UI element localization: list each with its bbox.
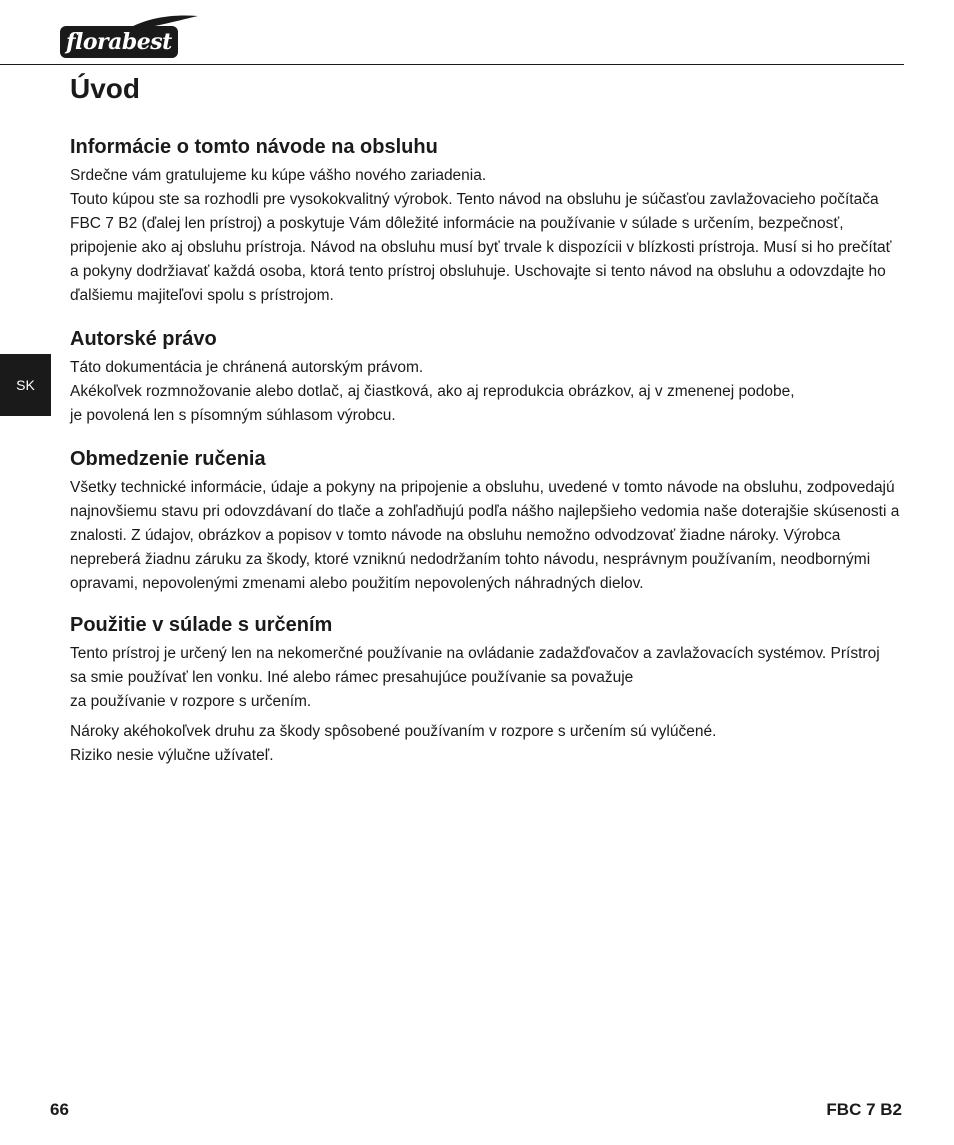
section-heading: Obmedzenie ručenia: [70, 448, 266, 470]
section-heading: Autorské právo: [70, 328, 217, 350]
section-manual-info: [70, 130, 900, 308]
section-paragraph: Tento prístroj je určený len na nekomerčné používanie na ovládanie zadažďovačov a zavlažovacích systémov. Prístroj sa smie používať len vonku. Iné alebo rámec presahujúce používanie sa považuje za používanie v rozpore s určením.: [70, 645, 880, 710]
main-content: [70, 130, 900, 768]
language-tab: [0, 354, 51, 416]
section-paragraph: Všetky technické informácie, údaje a pokyny na pripojenie a obsluhu, uvedené v tomto návode na obsluhu, zodpovedajú najnovšiemu stavu pri odovzdávaní do tlače a zohľadňujú podľa nášho najlepšieho vedomia naše doterajšie skúsenosti a znalosti. Z údajov, obrázkov a popisov v tomto návode na obsluhu nemožno odvodzovať žiadne nároky. Výrobca nepreberá žiadnu záruku za škody, ktoré vzniknú nedodržaním tohto návodu, nesprávnym používaním, neodbornými opravami, nepovolenými zmenami alebo použitím nepovolených náhradných dielov.: [70, 479, 900, 592]
brand-logo: [60, 16, 180, 60]
section-paragraph: Táto dokumentácia je chránená autorským právom. Akékoľvek rozmnožovanie alebo dotlač, aj čiastková, ako aj reprodukcia obrázkov, aj v zmenenej podobe, je povolená len s písomným súhlasom výrobcu.: [70, 359, 795, 424]
language-tab-label: SK: [16, 377, 35, 393]
header-divider: [0, 64, 904, 65]
page-title: Úvod: [70, 73, 140, 104]
section-paragraph: Nároky akéhokoľvek druhu za škody spôsobené používaním v rozpore s určením sú vylúčené. Riziko nesie výlučne užívateľ.: [70, 723, 717, 764]
model-label: FBC 7 B2: [826, 1100, 902, 1119]
section-intended-use: [70, 608, 900, 768]
section-heading: Informácie o tomto návode na obsluhu: [70, 136, 438, 158]
section-liability: [70, 442, 900, 596]
section-copyright: [70, 322, 900, 428]
section-heading: Použitie v súlade s určením: [70, 614, 333, 636]
logo-text: florabest: [66, 29, 172, 55]
page-number: 66: [50, 1100, 69, 1119]
section-paragraph: Srdečne vám gratulujeme ku kúpe vášho nového zariadenia. Touto kúpou ste sa rozhodli pre vysokokvalitný výrobok. Tento návod na obsluhu je súčasťou zavlažovacieho počítača FBC 7 B2 (ďalej len prístroj) a poskytuje Vám dôležité informácie na používanie v súlade s určením, bezpečnosť, pripojenie ako aj obsluhu prístroja. Návod na obsluhu musí byť trvale k dispozícii v blízkosti prístroja. Musí si ho prečítať a pokyny dodržiavať každá osoba, ktorá tento prístroj obsluhuje. Uschovajte si tento návod na obsluhu a odovzdajte ho ďalšiemu majiteľovi spolu s prístrojom.: [70, 167, 892, 304]
